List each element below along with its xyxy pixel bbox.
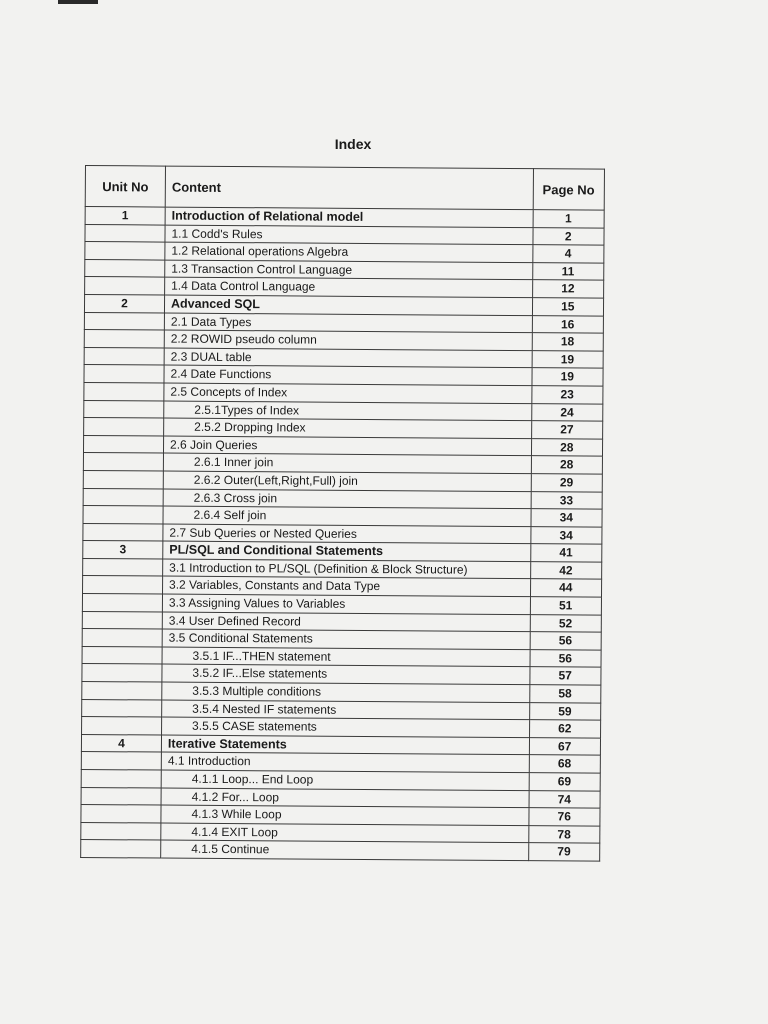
page-number-cell: 56 bbox=[530, 632, 602, 650]
page-number-cell: 18 bbox=[532, 333, 604, 351]
page-number-cell: 41 bbox=[530, 544, 602, 562]
unit-number-cell bbox=[81, 822, 161, 840]
content-cell: 3.5.3 Multiple conditions bbox=[162, 682, 530, 702]
unit-number-cell bbox=[85, 224, 165, 242]
unit-number-cell bbox=[82, 699, 162, 717]
unit-number-cell bbox=[85, 259, 165, 277]
page-number-cell: 19 bbox=[532, 368, 604, 386]
page-number-cell: 4 bbox=[532, 245, 604, 263]
table-row bbox=[81, 840, 600, 861]
content-cell: 4.1 Introduction bbox=[161, 752, 529, 772]
page-number-cell: 56 bbox=[530, 649, 602, 667]
content-cell: 2.6 Join Queries bbox=[163, 436, 531, 456]
unit-number-cell: 2 bbox=[84, 294, 164, 312]
unit-number-cell bbox=[82, 646, 162, 664]
content-cell: Iterative Statements bbox=[161, 735, 529, 755]
page-number-cell: 57 bbox=[529, 667, 601, 685]
index-table-body bbox=[81, 207, 605, 862]
page-number-cell: 58 bbox=[529, 685, 601, 703]
content-cell: 2.6.2 Outer(Left,Right,Full) join bbox=[163, 471, 531, 491]
page-number-cell: 59 bbox=[529, 702, 601, 720]
unit-number-cell bbox=[83, 453, 163, 471]
content-cell: 4.1.2 For... Loop bbox=[161, 788, 529, 808]
content-cell: 4.1.5 Continue bbox=[161, 840, 529, 860]
content-cell: 3.5.5 CASE statements bbox=[162, 717, 530, 737]
unit-number-cell bbox=[82, 717, 162, 735]
unit-number-cell bbox=[83, 435, 163, 453]
unit-number-cell bbox=[81, 752, 161, 770]
content-cell: 2.4 Date Functions bbox=[164, 365, 532, 385]
page-number-cell: 52 bbox=[530, 614, 602, 632]
content-cell: 2.5.2 Dropping Index bbox=[164, 418, 532, 438]
page-number-cell: 28 bbox=[531, 456, 603, 474]
unit-number-cell bbox=[85, 277, 165, 295]
unit-number-cell: 1 bbox=[85, 207, 165, 225]
content-cell: 3.3 Assigning Values to Variables bbox=[162, 594, 530, 614]
content-cell: 3.1 Introduction to PL/SQL (Definition & Block Structure) bbox=[163, 559, 531, 579]
page-number-cell: 34 bbox=[530, 526, 602, 544]
scan-edge-shadow bbox=[58, 0, 98, 4]
content-cell: 3.2 Variables, Constants and Data Type bbox=[163, 577, 531, 597]
page-number-cell: 67 bbox=[529, 737, 601, 755]
content-cell: 2.5 Concepts of Index bbox=[164, 383, 532, 403]
unit-number-cell bbox=[81, 805, 161, 823]
content-cell: 3.5 Conditional Statements bbox=[162, 629, 530, 649]
content-cell: 4.1.1 Loop... End Loop bbox=[161, 770, 529, 790]
unit-number-cell bbox=[81, 787, 161, 805]
unit-number-cell: 3 bbox=[83, 541, 163, 559]
unit-number-cell bbox=[83, 576, 163, 594]
unit-number-cell bbox=[83, 506, 163, 524]
page-title: Index bbox=[334, 136, 372, 152]
content-cell: 1.1 Codd's Rules bbox=[165, 225, 533, 245]
content-cell: 2.3 DUAL table bbox=[164, 348, 532, 368]
unit-number-cell bbox=[85, 242, 165, 260]
unit-number-cell bbox=[84, 347, 164, 365]
content-cell: 3.5.1 IF...THEN statement bbox=[162, 647, 530, 667]
page-number-cell: 11 bbox=[532, 262, 604, 280]
page-number-cell: 62 bbox=[529, 720, 601, 738]
content-cell: 1.2 Relational operations Algebra bbox=[165, 242, 533, 262]
page-number-cell: 33 bbox=[531, 491, 603, 509]
unit-number-cell bbox=[83, 523, 163, 541]
page-number-cell: 34 bbox=[531, 509, 603, 527]
page-number-cell: 76 bbox=[528, 808, 600, 826]
page-number-cell: 2 bbox=[532, 227, 604, 245]
table-header-row bbox=[85, 166, 604, 211]
page-number-cell: 12 bbox=[532, 280, 604, 298]
unit-number-cell: 4 bbox=[81, 734, 161, 752]
page-number-cell: 29 bbox=[531, 474, 603, 492]
content-cell: 2.6.3 Cross join bbox=[163, 489, 531, 509]
content-cell: 1.3 Transaction Control Language bbox=[165, 260, 533, 280]
content-cell: 2.5.1Types of Index bbox=[164, 401, 532, 421]
unit-number-cell bbox=[84, 382, 164, 400]
page-number-cell: 44 bbox=[530, 579, 602, 597]
unit-number-cell bbox=[84, 330, 164, 348]
page-number-cell: 19 bbox=[532, 350, 604, 368]
unit-number-cell bbox=[84, 418, 164, 436]
unit-number-cell bbox=[84, 400, 164, 418]
page-number-cell: 15 bbox=[532, 298, 604, 316]
page-number-cell: 51 bbox=[530, 597, 602, 615]
content-cell: 3.5.4 Nested IF statements bbox=[162, 700, 530, 720]
unit-number-cell bbox=[82, 594, 162, 612]
unit-number-cell bbox=[82, 611, 162, 629]
unit-number-cell bbox=[84, 312, 164, 330]
content-cell: 2.6.1 Inner join bbox=[163, 453, 531, 473]
unit-number-cell bbox=[82, 682, 162, 700]
content-cell: 2.6.4 Self join bbox=[163, 506, 531, 526]
content-cell: 2.1 Data Types bbox=[164, 313, 532, 333]
content-cell: 4.1.4 EXIT Loop bbox=[161, 823, 529, 843]
page-number-cell: 24 bbox=[531, 403, 603, 421]
content-cell: 4.1.3 While Loop bbox=[161, 805, 529, 825]
unit-number-cell bbox=[82, 629, 162, 647]
page-number-cell: 74 bbox=[529, 790, 601, 808]
content-cell: 2.7 Sub Queries or Nested Queries bbox=[163, 524, 531, 544]
page-number-cell: 1 bbox=[533, 210, 605, 228]
content-cell: 1.4 Data Control Language bbox=[165, 277, 533, 297]
page-number-cell: 23 bbox=[531, 386, 603, 404]
page-number-cell: 28 bbox=[531, 438, 603, 456]
page-number-cell: 42 bbox=[530, 561, 602, 579]
content-cell: 2.2 ROWID pseudo column bbox=[164, 330, 532, 350]
page-number-cell: 78 bbox=[528, 825, 600, 843]
unit-number-cell bbox=[82, 664, 162, 682]
unit-number-cell bbox=[83, 558, 163, 576]
page-number-cell: 79 bbox=[528, 843, 600, 861]
unit-number-cell bbox=[81, 840, 161, 858]
page-number-cell: 69 bbox=[529, 773, 601, 791]
content-cell: 3.4 User Defined Record bbox=[162, 612, 530, 632]
index-table bbox=[80, 165, 605, 862]
page-number-cell: 68 bbox=[529, 755, 601, 773]
page-number-cell: 16 bbox=[532, 315, 604, 333]
unit-number-cell bbox=[83, 488, 163, 506]
page-number-cell: 27 bbox=[531, 421, 603, 439]
content-cell: Introduction of Relational model bbox=[165, 207, 533, 227]
content-cell: Advanced SQL bbox=[164, 295, 532, 315]
header-unit-no: Unit No bbox=[85, 166, 165, 208]
content-cell: 3.5.2 IF...Else statements bbox=[162, 664, 530, 684]
content-cell: PL/SQL and Conditional Statements bbox=[163, 541, 531, 561]
header-content: Content bbox=[165, 166, 533, 210]
unit-number-cell bbox=[81, 769, 161, 787]
unit-number-cell bbox=[84, 365, 164, 383]
header-page-no: Page No bbox=[533, 169, 605, 210]
unit-number-cell bbox=[83, 470, 163, 488]
